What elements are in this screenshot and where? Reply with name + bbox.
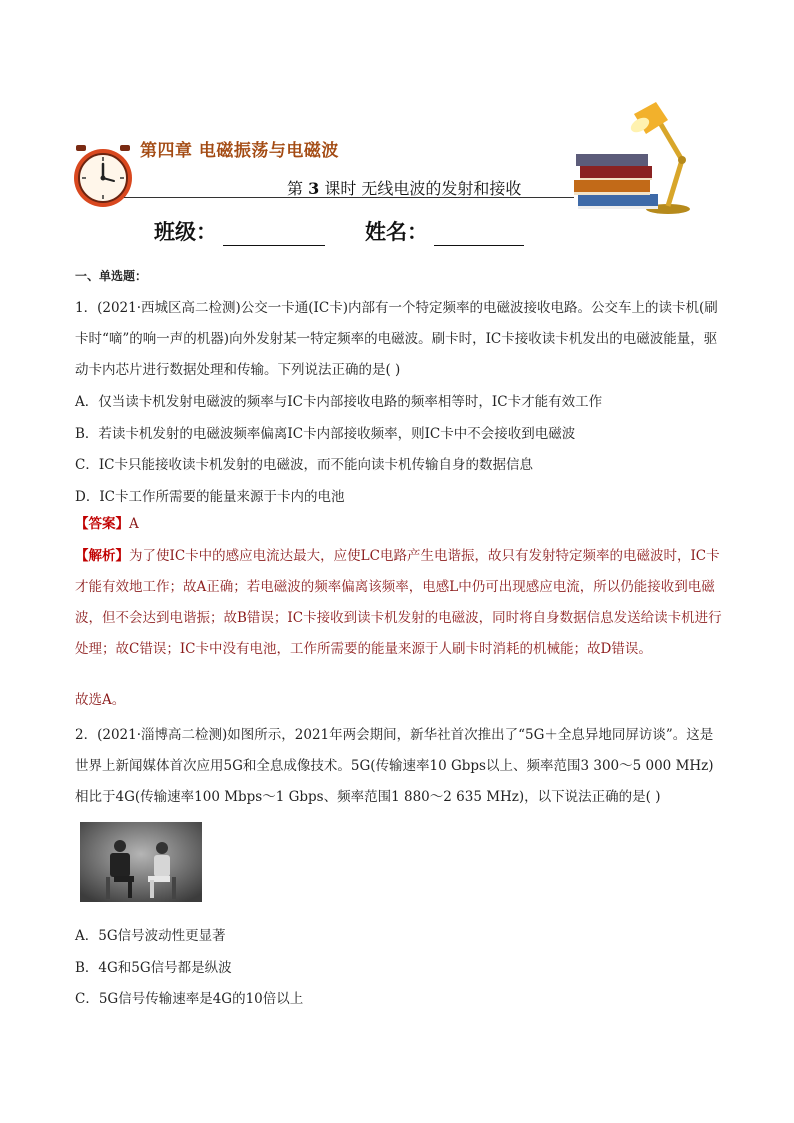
clock-icon <box>68 144 138 208</box>
section-title: 一、单选题： <box>75 269 148 283</box>
chapter-title: 第四章 电磁振荡与电磁波 <box>140 141 339 161</box>
class-blank[interactable] <box>223 223 325 246</box>
name-label: 姓名： <box>365 219 428 244</box>
analysis-label: 【解析】 <box>75 548 129 564</box>
class-label: 班级： <box>154 219 217 244</box>
question-1-conclusion: 故选A。 <box>75 692 126 708</box>
answer-label: 【答案】 <box>75 516 129 532</box>
question-1-option-c: C．IC卡只能接收读卡机发射的电磁波，而不能向读卡机传输自身的数据信息 <box>75 457 533 473</box>
question-2-option-c: C．5G信号传输速率是4G的10倍以上 <box>75 991 304 1007</box>
question-1-option-b: B．若读卡机发射的电磁波频率偏离IC卡内部接收频率，则IC卡中不会接收到电磁波 <box>75 426 576 442</box>
question-1-stem: 1．(2021·西城区高二检测)公交一卡通(IC卡)内部有一个特定频率的电磁波接收电路。公交车上的读卡机(刷卡时“嘀”的响一声的机器)向外发射某一特定频率的电磁波。刷卡时，IC卡接收读卡机发出的电磁波能量，驱动卡内芯片进行数据处理和传输。下列说法正确的是( ) <box>75 300 718 378</box>
question-1-analysis <box>75 541 725 665</box>
name-blank[interactable] <box>434 223 524 246</box>
answer-value: A <box>129 516 139 532</box>
analysis-text: 为了使IC卡中的感应电流达最大，应使LC电路产生电谐振，故只有发射特定频率的电磁波时，IC卡才能有效地工作；故A正确；若电磁波的频率偏离该频率，电感L中仍可出现感应电流，所以仍能接收到电磁波，但不会达到电谐振；故B错误；IC卡接收到读卡机发射的电磁波，同时将自身数据信息发送给读卡机进行处理；故C错误；IC卡中没有电池，工作所需要的能量来源于人刷卡时消耗的机械能；故D错误。 <box>75 548 722 657</box>
student-name-line <box>365 216 524 246</box>
question-1-option-d: D．IC卡工作所需要的能量来源于卡内的电池 <box>75 489 345 505</box>
books-lamp-icon <box>572 94 722 216</box>
class-name-line <box>154 216 325 246</box>
question-2-stem: 2．(2021·淄博高二检测)如图所示，2021年两会期间，新华社首次推出了“5G＋全息异地同屏访谈”。这是世界上新闻媒体首次应用5G和全息成像技术。5G(传输速率10 Gbps以上、频率范围3 300～5 000 MHz)相比于4G(传输速率100 Mbps～1 Gbps、频率范围1 880～2 635 MHz)，以下说法正确的是( ) <box>75 727 714 805</box>
lesson-subtitle: 课时 无线电波的发射和接收 <box>324 179 522 198</box>
question-1-option-a: A．仅当读卡机发射电磁波的频率与IC卡内部接收电路的频率相等时，IC卡才能有效工作 <box>75 394 603 410</box>
lesson-prefix: 第 <box>287 179 304 198</box>
lesson-title <box>287 176 521 199</box>
interview-photo <box>80 822 202 902</box>
header-divider <box>124 197 574 198</box>
question-2-option-a: A．5G信号波动性更显著 <box>75 928 226 944</box>
question-1-answer <box>75 512 139 532</box>
question-2-option-b: B．4G和5G信号都是纵波 <box>75 960 232 976</box>
lesson-number: 3 <box>308 179 320 198</box>
